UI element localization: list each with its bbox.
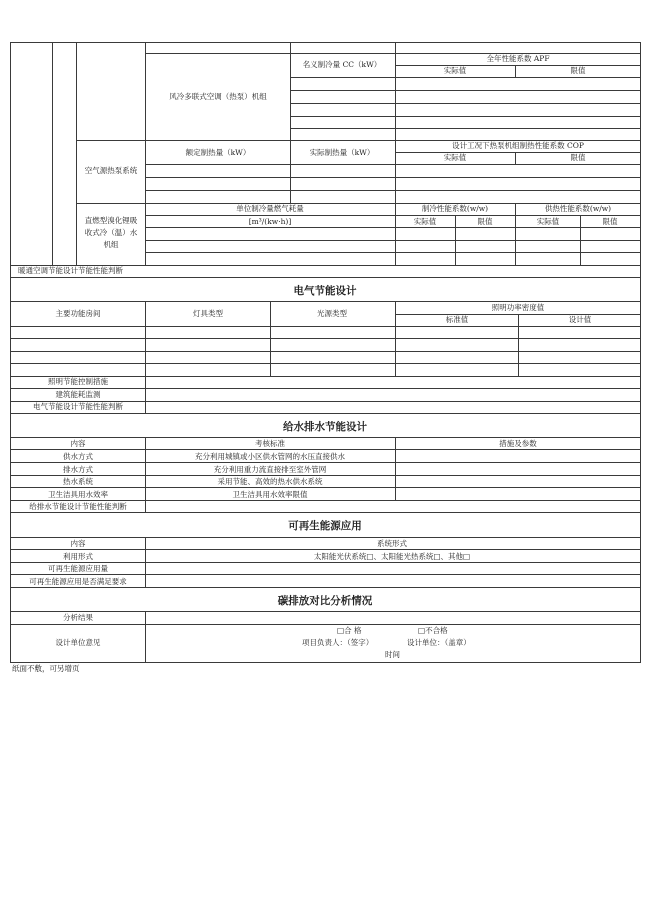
grid-line [10,475,641,476]
grid-line [145,164,641,165]
absorption-label: 直燃型溴化锂吸 收式冷（温）水 机组 [84,216,138,249]
border-right [640,42,641,663]
grid-line [10,487,641,488]
renewable-system-header: 系统形式 [377,539,407,548]
grid-line [395,437,396,500]
grid-line [290,128,641,129]
lpd-header: 照明功率密度值 [491,303,545,312]
light-source-header: 光源类型 [317,309,347,318]
vrf-apf-header: 全年性能系数 APF [486,54,550,63]
cop-cooling-header: 制冷性能系数(w/w) [421,204,489,213]
carbon-title: 碳排放对比分析情况 [277,595,373,607]
hotwater-label: 热水系统 [63,477,93,486]
grid-line [10,562,641,563]
lighting-control-label: 照明节能控制措施 [48,377,108,386]
lpd-standard-header: 标准值 [445,315,469,324]
cop-heating-header: 供热性能系数(w/w) [544,204,612,213]
renewable-title: 可再生能源应用 [288,520,362,532]
grid-line [395,152,641,153]
renewable-requirement-label: 可再生能源应用是否满足要求 [29,577,127,586]
ashp-actual-heat-header: 实际制热量（kW） [309,148,375,157]
analysis-result-label: 分析结果 [63,613,93,622]
grid-line [515,152,516,164]
grid-line [10,449,641,450]
grid-line [10,537,641,538]
border-left [10,42,11,663]
grid-line [290,116,641,117]
renewable-content-header: 内容 [70,539,86,548]
electrical-title: 电气节能设计 [293,285,357,297]
grid-line [395,65,641,66]
room-header: 主要功能房间 [55,309,101,318]
cooling-actual-header: 实际值 [413,217,437,226]
lamp-header: 灯具类型 [193,309,223,318]
grid-line [290,103,641,104]
fail-checkbox[interactable]: □不合格 [418,626,448,635]
grid-line [10,326,641,327]
grid-line [145,301,146,413]
gas-unit: [m³/(kw·h)] [248,217,292,226]
water-criteria-header: 考核标准 [255,439,285,448]
grid-line [10,413,641,414]
cooling-limit-header: 限值 [477,217,493,226]
grid-line [290,42,291,203]
grid-line [515,65,516,77]
sanitary-label: 卫生洁具用水效率 [48,490,108,499]
water-supply-criteria: 充分利用城镇或小区供水管网的水压直接供水 [195,452,345,461]
sanitary-criteria: 卫生洁具用水效率限值 [232,490,308,499]
grid-line [145,42,146,265]
grid-line [270,301,271,376]
grid-line [10,338,641,339]
grid-line [145,611,146,663]
heating-actual-header: 实际值 [536,217,560,226]
design-unit-seal: 设计单位：（盖章） [407,638,471,647]
ashp-cop-header: 设计工况下热泵机组制热性能系数 COP [452,141,584,150]
grid-line [10,574,641,575]
ashp-limit-header: 限值 [570,153,586,162]
grid-line [10,512,641,513]
date-label: 时间 [385,650,400,659]
grid-line [395,42,396,265]
ashp-actual-header: 实际值 [443,153,467,162]
water-title: 给水排水节能设计 [283,421,367,433]
border-bottom [10,662,641,663]
grid-line [10,549,641,550]
renewable-amount-label: 可再生能源应用量 [48,564,108,573]
pass-checkbox[interactable]: □合 格 [337,626,362,635]
water-supply-label: 供水方式 [63,452,93,461]
vrf-label: 风冷多联式空调（热泵）机组 [169,92,267,101]
renewable-usage-label: 利用形式 [63,552,93,561]
hvac-judgement-label: 暖通空调节能设计节能性能判断 [18,266,123,275]
grid-line [290,90,641,91]
grid-line [518,314,519,376]
drainage-criteria: 充分利用重力流直接排至室外管网 [213,465,327,474]
grid-line [10,611,641,612]
grid-line [52,42,53,265]
grid-line [10,351,641,352]
ashp-label: 空气源热泵系统 [84,166,138,175]
grid-line [290,77,641,78]
grid-line [145,240,641,241]
vrf-actual-header: 实际值 [443,66,467,75]
grid-line [395,301,396,376]
water-content-header: 内容 [70,439,86,448]
grid-line [145,215,641,216]
heating-limit-header: 限值 [602,217,618,226]
grid-line [145,53,641,54]
grid-line [145,177,641,178]
vrf-limit-header: 限值 [570,66,586,75]
water-judgement-label: 给排水节能设计节能性能判断 [29,502,127,511]
energy-monitoring-label: 建筑能耗监测 [55,390,101,399]
grid-line [10,500,641,501]
grid-line [10,277,641,278]
water-measures-header: 措施及参数 [499,439,537,448]
hotwater-criteria: 采用节能、高效的热水供水系统 [217,477,323,486]
electrical-judgement-label: 电气节能设计节能性能判断 [33,402,123,411]
grid-line [10,301,641,302]
grid-line [145,227,641,228]
border-top [10,42,641,43]
grid-line [10,624,641,625]
footnote: 纸面不敷，可另增页 [12,664,80,673]
renewable-usage-value: 太阳能光伏系统□、太阳能光热系统□、其他□ [313,552,471,561]
ashp-rated-heat-header: 额定制热量（kW） [185,148,251,157]
grid-line [515,203,516,265]
gas-consumption-header: 单位制冷量燃气耗量 [236,204,304,213]
grid-line [145,437,146,512]
drainage-label: 排水方式 [63,465,93,474]
grid-line [76,42,77,265]
project-leader-signature: 项目负责人：（签字） [302,638,374,647]
vrf-cc-header: 名义制冷量 CC（kW） [302,60,382,69]
design-opinion-label: 设计单位意见 [55,638,101,647]
grid-line [10,388,641,389]
lpd-design-header: 设计值 [568,315,592,324]
grid-line [10,587,641,588]
grid-line [10,462,641,463]
grid-line [10,363,641,364]
grid-line [145,252,641,253]
grid-line [145,190,641,191]
grid-line [145,537,146,587]
grid-line [10,437,641,438]
